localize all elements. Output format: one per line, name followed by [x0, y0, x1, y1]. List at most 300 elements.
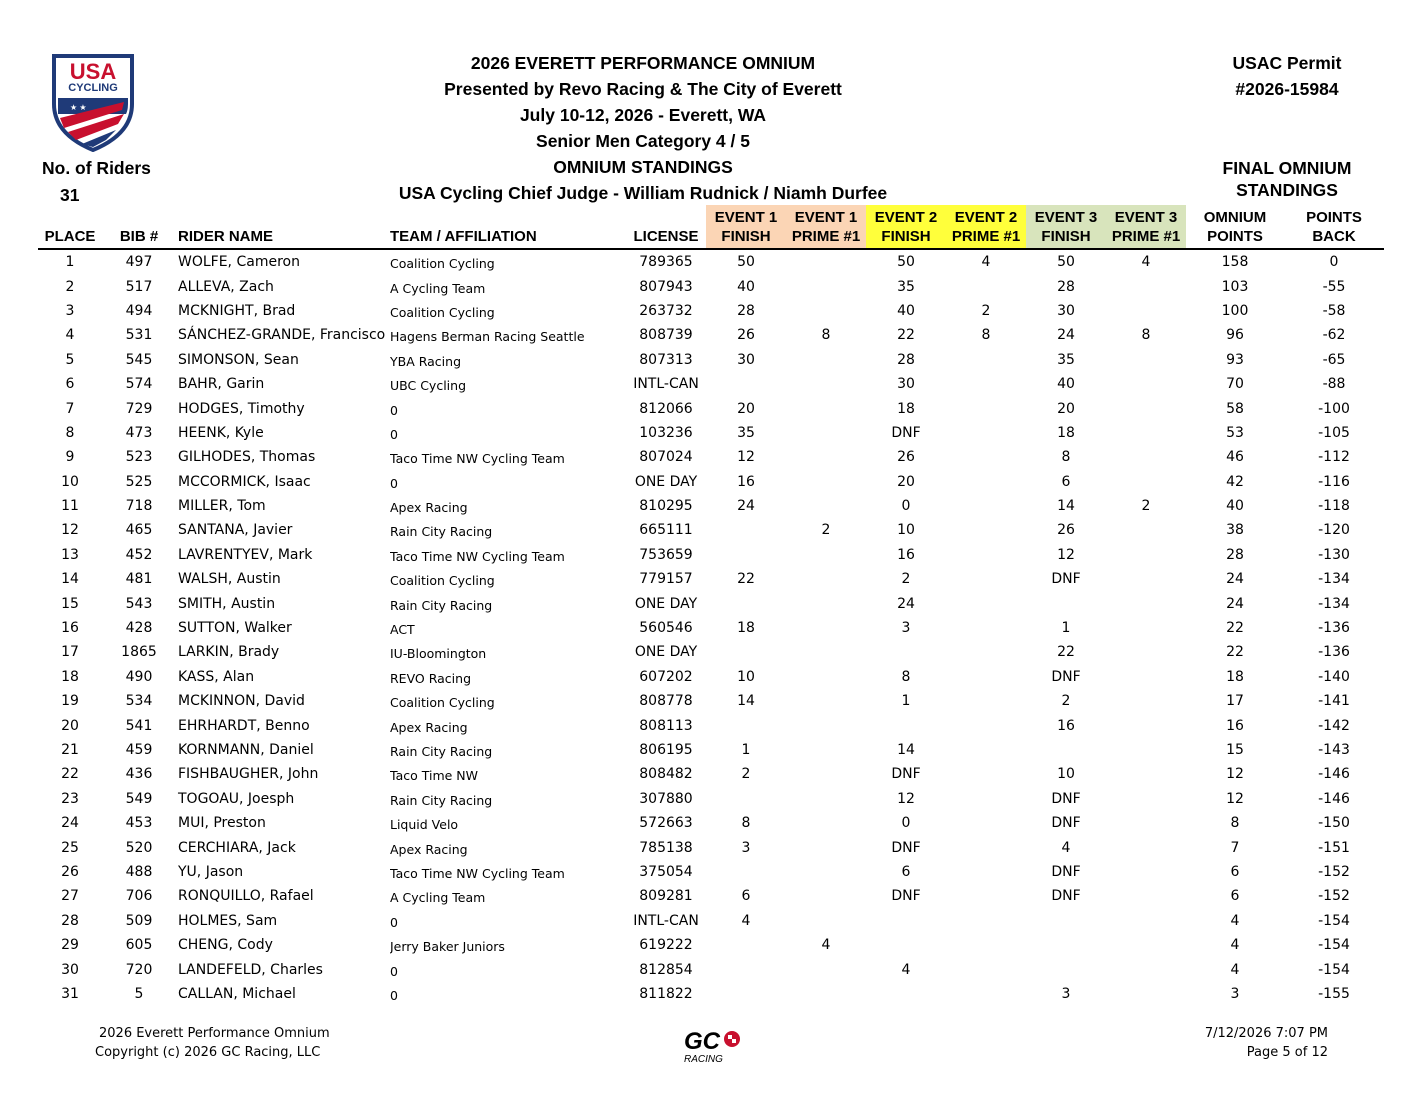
- event2-prime-cell: [946, 957, 1026, 981]
- gc-racing-logo: [682, 1026, 746, 1066]
- place-cell: 1: [65, 254, 75, 271]
- event1-finish-cell: [706, 372, 786, 396]
- rider-name-cell: YU, Jason: [178, 863, 244, 880]
- omnium-points-cell: 6: [1230, 888, 1240, 905]
- event2-prime-cell: [946, 811, 1026, 835]
- event1-finish-cell: [706, 640, 786, 664]
- rider-name-cell: HEENK, Kyle: [178, 424, 264, 441]
- event2-prime-cell: [946, 348, 1026, 372]
- omnium-points-cell: 100: [1221, 302, 1249, 319]
- event1-finish-cell: 2: [741, 766, 751, 783]
- event2-prime-cell: [946, 274, 1026, 298]
- event2-prime-cell: [946, 787, 1026, 811]
- bib-cell: 523: [125, 449, 153, 466]
- license-cell: 665111: [639, 522, 693, 539]
- place-cell: 18: [61, 668, 79, 685]
- riders-label: No. of Riders: [42, 158, 151, 178]
- points-back-cell: -118: [1318, 498, 1350, 515]
- place-cell: 10: [61, 473, 79, 490]
- event3-prime-cell: [1106, 543, 1186, 567]
- place-cell: 2: [65, 278, 75, 295]
- team-cell: A Cycling Team: [390, 890, 486, 906]
- svg-text:RACING: RACING: [684, 1054, 723, 1065]
- standings-title: OMNIUM STANDINGS: [553, 157, 733, 177]
- event1-finish-cell: [706, 860, 786, 884]
- bib-cell: 720: [125, 961, 153, 978]
- license-cell: 560546: [639, 620, 693, 637]
- event1-finish-cell: 20: [737, 400, 755, 417]
- points-back-cell: -134: [1318, 571, 1350, 588]
- license-cell: 263732: [639, 302, 693, 319]
- place-cell: 27: [61, 888, 79, 905]
- place-cell: 3: [65, 302, 75, 319]
- event3-finish-cell: 10: [1057, 766, 1075, 783]
- omnium-points-cell: 24: [1226, 571, 1244, 588]
- event3-prime-cell: [1106, 567, 1186, 591]
- table-row: [38, 835, 1384, 859]
- table-row: [38, 640, 1384, 664]
- rider-name-cell: MCCORMICK, Isaac: [178, 473, 311, 490]
- event1-finish-cell: 22: [737, 571, 755, 588]
- event2-prime-cell: [946, 640, 1026, 664]
- event3-prime-cell: [1106, 445, 1186, 469]
- event1-prime-cell: [786, 909, 866, 933]
- event1-prime-cell: [786, 494, 866, 518]
- event1-finish-cell: 3: [741, 839, 751, 856]
- place-cell: 5: [65, 351, 75, 368]
- omnium-points-cell: 4: [1230, 912, 1240, 929]
- bib-cell: 481: [125, 571, 153, 588]
- place-cell: 21: [61, 742, 79, 758]
- col-event2-finish: EVENT 2 FINISH: [866, 205, 946, 249]
- event1-finish-cell: 40: [737, 278, 755, 295]
- points-back-cell: -130: [1318, 546, 1350, 563]
- team-cell: Taco Time NW: [390, 768, 478, 784]
- event3-finish-cell: 50: [1057, 254, 1075, 271]
- rider-name-cell: SMITH, Austin: [178, 595, 276, 612]
- bib-cell: 531: [125, 327, 153, 344]
- event2-prime-cell: [946, 543, 1026, 567]
- event2-finish-cell: 0: [901, 815, 911, 832]
- place-cell: 28: [61, 912, 79, 929]
- omnium-points-cell: 22: [1226, 644, 1244, 661]
- points-back-cell: -143: [1318, 742, 1350, 758]
- team-cell: YBA Racing: [390, 353, 462, 369]
- omnium-points-cell: 15: [1226, 742, 1244, 758]
- team-cell: UBC Cycling: [390, 378, 467, 394]
- table-row: [38, 274, 1384, 298]
- license-cell: ONE DAY: [634, 473, 698, 490]
- event1-prime-cell: [786, 616, 866, 640]
- event3-finish-cell: 30: [1057, 302, 1075, 319]
- team-cell: 0: [390, 987, 398, 1003]
- event1-prime-cell: [786, 372, 866, 396]
- bib-cell: 517: [125, 278, 153, 295]
- event2-finish-cell: 35: [897, 278, 915, 295]
- table-row: [38, 860, 1384, 884]
- event3-finish-cell: DNF: [1051, 668, 1081, 685]
- place-cell: 23: [61, 790, 79, 807]
- bib-cell: 605: [125, 937, 153, 954]
- event3-prime-cell: [1106, 470, 1186, 494]
- event1-finish-cell: [706, 933, 786, 957]
- rider-name-cell: MCKINNON, David: [178, 693, 305, 710]
- bib-cell: 459: [125, 742, 153, 758]
- rider-name-cell: CALLAN, Michael: [178, 985, 296, 1002]
- table-row: [38, 787, 1384, 811]
- table-row: [38, 591, 1384, 615]
- event1-finish-cell: 16: [737, 473, 755, 490]
- event1-prime-cell: [786, 982, 866, 1006]
- event2-finish-cell: 16: [897, 546, 915, 563]
- bib-cell: 543: [125, 595, 153, 612]
- table-row: [38, 372, 1384, 396]
- team-cell: 0: [390, 402, 398, 418]
- points-back-cell: -154: [1318, 937, 1350, 954]
- event2-prime-cell: [946, 689, 1026, 713]
- col-event3-finish: EVENT 3 FINISH: [1026, 205, 1106, 249]
- omnium-points-cell: 22: [1226, 620, 1244, 637]
- event1-finish-cell: [706, 591, 786, 615]
- points-back-cell: -154: [1318, 961, 1350, 978]
- place-cell: 4: [65, 327, 75, 344]
- event2-prime-cell: [946, 713, 1026, 737]
- place-cell: 11: [61, 498, 79, 515]
- omnium-points-cell: 17: [1226, 693, 1244, 710]
- footer-copyright: Copyright (c) 2026 GC Racing, LLC: [95, 1045, 321, 1060]
- rider-name-cell: WALSH, Austin: [178, 571, 281, 588]
- team-cell: Liquid Velo: [390, 817, 459, 833]
- event1-finish-cell: 12: [737, 449, 755, 466]
- points-back-cell: -146: [1318, 766, 1350, 783]
- omnium-points-cell: 6: [1230, 863, 1240, 880]
- event2-finish-cell: 2: [901, 571, 911, 588]
- footer-timestamp: 7/12/2026 7:07 PM: [1204, 1026, 1328, 1041]
- table-row: [38, 470, 1384, 494]
- points-back-cell: -112: [1318, 449, 1350, 466]
- points-back-cell: -151: [1318, 839, 1350, 856]
- event3-prime-cell: [1106, 738, 1186, 762]
- team-cell: A Cycling Team: [390, 280, 486, 296]
- event3-finish-cell: DNF: [1051, 863, 1081, 880]
- event1-finish-cell: [706, 957, 786, 981]
- event2-prime-cell: 8: [981, 327, 991, 344]
- points-back-cell: -141: [1318, 693, 1350, 710]
- event2-finish-cell: 26: [897, 449, 915, 466]
- event1-finish-cell: 6: [741, 888, 751, 905]
- omnium-points-cell: 70: [1226, 376, 1244, 393]
- event2-prime-cell: [946, 518, 1026, 542]
- omnium-points-cell: 93: [1226, 351, 1244, 368]
- event3-finish-cell: [1026, 933, 1106, 957]
- col-license: LICENSE: [633, 228, 699, 245]
- event2-finish-cell: 22: [897, 327, 915, 344]
- event3-finish-cell: 12: [1057, 546, 1075, 563]
- event2-finish-cell: 12: [897, 790, 915, 807]
- event1-finish-cell: [706, 713, 786, 737]
- place-cell: 6: [65, 376, 75, 393]
- bib-cell: 494: [125, 302, 153, 319]
- points-back-cell: -58: [1322, 302, 1346, 319]
- event3-finish-cell: 20: [1057, 400, 1075, 417]
- event2-prime-cell: [946, 860, 1026, 884]
- col-rider-name: RIDER NAME: [178, 228, 274, 245]
- bib-cell: 549: [125, 790, 153, 807]
- event3-prime-cell: 8: [1141, 327, 1151, 344]
- event1-finish-cell: [706, 982, 786, 1006]
- event3-prime-cell: [1106, 640, 1186, 664]
- rider-name-cell: HOLMES, Sam: [178, 912, 278, 929]
- license-cell: 808113: [639, 717, 693, 734]
- table-row: [38, 445, 1384, 469]
- event1-prime-cell: [786, 348, 866, 372]
- rider-name-cell: GILHODES, Thomas: [178, 449, 316, 466]
- license-cell: 572663: [639, 815, 693, 832]
- col-bib: BIB #: [119, 228, 159, 245]
- license-cell: INTL-CAN: [633, 376, 699, 393]
- points-back-cell: -105: [1318, 424, 1350, 441]
- team-cell: 0: [390, 963, 398, 979]
- place-cell: 9: [65, 449, 75, 466]
- bib-cell: 5: [134, 985, 144, 1002]
- event3-finish-cell: DNF: [1051, 790, 1081, 807]
- rider-name-cell: SIMONSON, Sean: [178, 351, 299, 368]
- bib-cell: 525: [125, 473, 153, 490]
- event1-finish-cell: 8: [741, 815, 751, 832]
- place-cell: 20: [61, 717, 79, 734]
- team-cell: Rain City Racing: [390, 597, 493, 613]
- event3-prime-cell: [1106, 299, 1186, 323]
- event2-finish-cell: 50: [897, 254, 915, 271]
- permit-number: #2026-15984: [1235, 79, 1339, 99]
- event1-prime-cell: [786, 274, 866, 298]
- place-cell: 15: [61, 595, 79, 612]
- event2-prime-cell: [946, 567, 1026, 591]
- rider-name-cell: HODGES, Timothy: [178, 400, 305, 417]
- event3-prime-cell: 2: [1141, 498, 1151, 515]
- license-cell: 307880: [639, 790, 693, 807]
- event2-finish-cell: DNF: [891, 424, 921, 441]
- chief-judge: USA Cycling Chief Judge - William Rudnick / Niamh Durfee: [398, 183, 888, 203]
- event2-prime-cell: [946, 738, 1026, 762]
- license-cell: ONE DAY: [634, 595, 698, 612]
- event3-prime-cell: [1106, 689, 1186, 713]
- event3-finish-cell: 24: [1057, 327, 1075, 344]
- team-cell: ACT: [390, 622, 415, 638]
- bib-cell: 520: [125, 839, 153, 856]
- event3-finish-cell: 22: [1057, 644, 1075, 661]
- points-back-cell: -152: [1318, 888, 1350, 905]
- event2-finish-cell: [866, 933, 946, 957]
- event2-finish-cell: [866, 909, 946, 933]
- team-cell: Rain City Racing: [390, 524, 493, 540]
- event3-prime-cell: [1106, 713, 1186, 737]
- omnium-points-cell: 46: [1226, 449, 1244, 466]
- license-cell: ONE DAY: [634, 644, 698, 661]
- event1-finish-cell: 30: [737, 351, 755, 368]
- rider-name-cell: LANDEFELD, Charles: [178, 961, 323, 978]
- col-place: PLACE: [44, 228, 96, 245]
- event2-prime-cell: [946, 470, 1026, 494]
- rider-name-cell: WOLFE, Cameron: [178, 254, 300, 271]
- points-back-cell: -55: [1322, 278, 1346, 295]
- svg-text:USA: USA: [69, 59, 117, 84]
- license-cell: 785138: [639, 839, 693, 856]
- place-cell: 13: [61, 546, 79, 563]
- svg-text:★ ★: ★ ★: [70, 103, 87, 112]
- event1-prime-cell: [786, 299, 866, 323]
- license-cell: 810295: [639, 498, 693, 515]
- bib-cell: 488: [125, 863, 153, 880]
- event1-finish-cell: 24: [737, 498, 755, 515]
- table-row: [38, 323, 1384, 347]
- event2-prime-cell: [946, 762, 1026, 786]
- points-back-cell: -65: [1322, 351, 1346, 368]
- omnium-points-cell: 38: [1226, 522, 1244, 539]
- event1-prime-cell: [786, 665, 866, 689]
- table-row: [38, 762, 1384, 786]
- bib-cell: 534: [125, 693, 153, 710]
- event3-prime-cell: [1106, 957, 1186, 981]
- event3-prime-cell: [1106, 665, 1186, 689]
- event1-prime-cell: [786, 860, 866, 884]
- event1-prime-cell: [786, 689, 866, 713]
- license-cell: 808482: [639, 766, 693, 783]
- table-row: [38, 518, 1384, 542]
- license-cell: 375054: [639, 863, 693, 880]
- event1-finish-cell: 35: [737, 424, 755, 441]
- col-event1-finish: EVENT 1 FINISH: [706, 205, 786, 249]
- team-cell: Coalition Cycling: [390, 256, 495, 272]
- table-row: [38, 811, 1384, 835]
- license-cell: 807943: [639, 278, 693, 295]
- bib-cell: 1865: [121, 644, 157, 661]
- points-back-cell: -154: [1318, 912, 1350, 929]
- table-row: [38, 884, 1384, 908]
- event1-prime-cell: 8: [821, 327, 831, 344]
- event2-prime-cell: [946, 884, 1026, 908]
- place-cell: 16: [61, 620, 79, 637]
- event1-finish-cell: 10: [737, 668, 755, 685]
- event3-prime-cell: [1106, 909, 1186, 933]
- event3-finish-cell: DNF: [1051, 815, 1081, 832]
- place-cell: 8: [65, 424, 75, 441]
- event1-finish-cell: 18: [737, 620, 755, 637]
- rider-name-cell: KASS, Alan: [178, 668, 255, 685]
- bib-cell: 436: [125, 766, 153, 783]
- event1-finish-cell: 1: [741, 742, 751, 758]
- event3-finish-cell: [1026, 909, 1106, 933]
- event1-prime-cell: [786, 543, 866, 567]
- rider-name-cell: MCKNIGHT, Brad: [178, 302, 296, 319]
- rider-name-cell: MILLER, Tom: [178, 498, 266, 515]
- table-row: [38, 738, 1384, 762]
- bib-cell: 465: [125, 522, 153, 539]
- footer-event-name: 2026 Everett Performance Omnium: [99, 1026, 330, 1041]
- rider-name-cell: SÁNCHEZ-GRANDE, Francisco: [178, 327, 386, 344]
- rider-name-cell: CERCHIARA, Jack: [178, 839, 296, 856]
- event2-finish-cell: DNF: [891, 839, 921, 856]
- points-back-cell: -155: [1318, 985, 1350, 1002]
- license-cell: 808739: [639, 327, 693, 344]
- team-cell: Apex Racing: [390, 719, 468, 735]
- omnium-points-cell: 40: [1226, 498, 1244, 515]
- event2-prime-cell: [946, 909, 1026, 933]
- team-cell: Apex Racing: [390, 500, 468, 516]
- omnium-points-cell: 12: [1226, 766, 1244, 783]
- points-back-cell: -134: [1318, 595, 1350, 612]
- event2-finish-cell: 20: [897, 473, 915, 490]
- bib-cell: 545: [125, 351, 153, 368]
- event1-prime-cell: [786, 738, 866, 762]
- license-cell: 807024: [639, 449, 693, 466]
- event2-finish-cell: 14: [897, 742, 915, 758]
- event3-prime-cell: [1106, 933, 1186, 957]
- event2-finish-cell: 0: [901, 498, 911, 515]
- footer-left: [95, 1024, 330, 1062]
- event2-finish-cell: [866, 713, 946, 737]
- bib-cell: 473: [125, 424, 153, 441]
- event3-prime-cell: [1106, 787, 1186, 811]
- event3-prime-cell: [1106, 616, 1186, 640]
- points-back-cell: 0: [1329, 254, 1339, 271]
- event1-prime-cell: [786, 835, 866, 859]
- license-cell: 789365: [639, 254, 693, 271]
- event3-prime-cell: [1106, 811, 1186, 835]
- place-cell: 25: [61, 839, 79, 856]
- bib-cell: 718: [125, 498, 153, 515]
- event3-finish-cell: 35: [1057, 351, 1075, 368]
- bib-cell: 574: [125, 376, 153, 393]
- rider-name-cell: TOGOAU, Joesph: [178, 790, 295, 807]
- event3-prime-cell: 4: [1141, 254, 1151, 271]
- event2-finish-cell: [866, 640, 946, 664]
- table-row: [38, 348, 1384, 372]
- event2-prime-cell: [946, 372, 1026, 396]
- event2-finish-cell: 1: [901, 693, 911, 710]
- team-cell: IU-Bloomington: [390, 646, 487, 662]
- table-row: [38, 421, 1384, 445]
- points-back-cell: -136: [1318, 620, 1350, 637]
- team-cell: Taco Time NW Cycling Team: [390, 548, 565, 564]
- omnium-points-cell: 53: [1226, 424, 1244, 441]
- event1-prime-cell: [786, 957, 866, 981]
- license-cell: 809281: [639, 888, 693, 905]
- event1-prime-cell: [786, 811, 866, 835]
- points-back-cell: -152: [1318, 863, 1350, 880]
- rider-name-cell: FISHBAUGHER, John: [178, 766, 319, 783]
- table-row: [38, 982, 1384, 1006]
- event1-prime-cell: [786, 640, 866, 664]
- table-row: [38, 396, 1384, 420]
- team-cell: Rain City Racing: [390, 792, 493, 808]
- event2-finish-cell: 8: [901, 668, 911, 685]
- points-back-cell: -140: [1318, 668, 1350, 685]
- table-row: [38, 567, 1384, 591]
- license-cell: 812066: [639, 400, 693, 417]
- rider-name-cell: BAHR, Garin: [178, 376, 265, 393]
- event3-finish-cell: 14: [1057, 498, 1075, 515]
- event3-finish-cell: 28: [1057, 278, 1075, 295]
- place-cell: 12: [61, 522, 79, 539]
- omnium-points-cell: 58: [1226, 400, 1244, 417]
- event2-prime-cell: [946, 421, 1026, 445]
- event-title: 2026 EVERETT PERFORMANCE OMNIUM: [470, 53, 816, 73]
- place-cell: 22: [61, 766, 79, 783]
- points-back-cell: -116: [1318, 473, 1350, 490]
- team-cell: Coalition Cycling: [390, 695, 495, 711]
- event3-finish-cell: 3: [1061, 985, 1071, 1002]
